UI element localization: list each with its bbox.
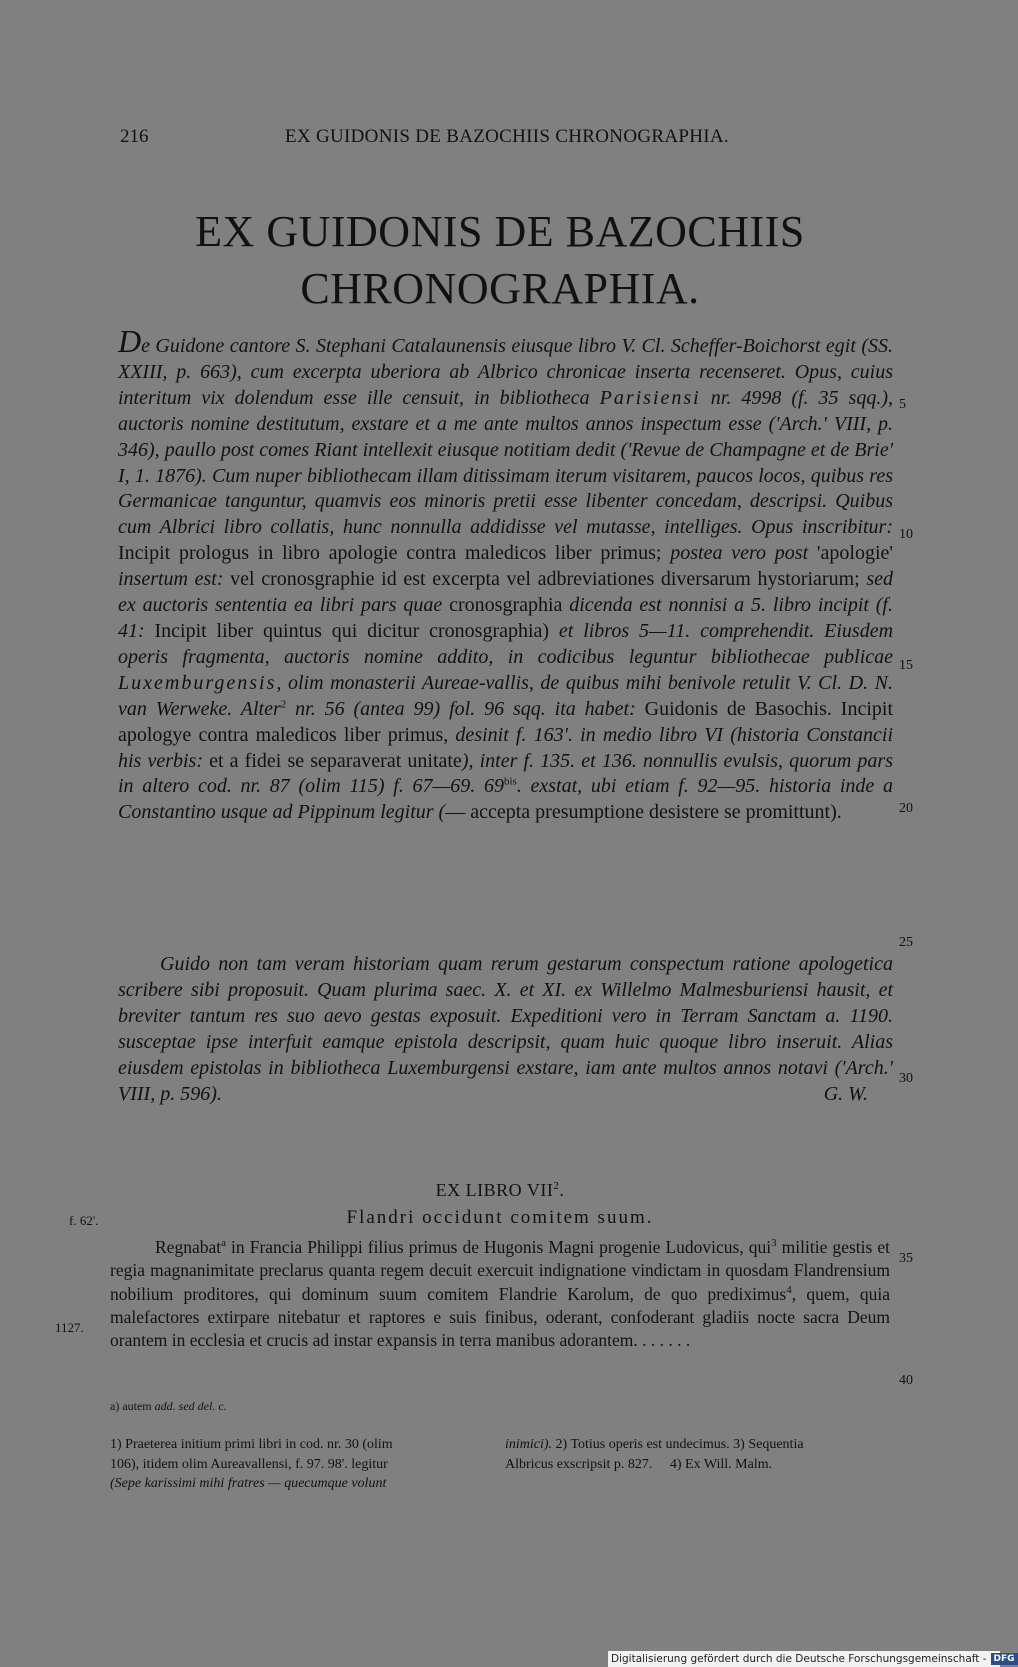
main-title-line-1: EX GUIDONIS DE BAZOCHIIS bbox=[195, 207, 805, 256]
year-marker: 1127. bbox=[55, 1320, 84, 1335]
edited-text bbox=[110, 1236, 890, 1352]
main-title bbox=[0, 203, 1000, 317]
introduction bbox=[118, 323, 894, 826]
footnotes-left-column: 1) Praeterea initium primi libri in cod. nr. 30 (olim 106), itidem olim Aureavallensi, f. 97. 98'. legitur (Sepe karissimi mihi fratres — quecumque volunt bbox=[110, 1437, 393, 1491]
line-number: 40 bbox=[899, 1373, 913, 1388]
intro-paragraph-2: Guido non tam veram historiam quam rerum gestarum conspectum ratione apologetica scribere sibi proposuit. Quam plurima saec. X. et XI. ex Willelmo Malmesburiensi hausit, et breviter tantum res suo aevo gestas exposuit. Expeditioni vero in Terram Sanctam a. 1190. susceptae ipse interfuit eamque epistola descripsit, quam huic quoque libro inseruit. Alias eiusdem epistolas in bibliotheca Luxemburgensi exstare, iam ante multos annos notavi ('Arch.' VIII, p. 596). G. W. bbox=[118, 952, 893, 1107]
introduction-second-paragraph bbox=[118, 952, 893, 1107]
edited-text-paragraph: Regnabat$^a$ in Francia Philippi filius primus de Hugonis Magni progenie Ludovicus, qui$^3$ militie gestis et regia magnanimitate preclarus quanta regem decuit exercuit indignatione vindictam in quosdam Flandrensium nobilium proditores, qui dominum suum comitem Flandrie Karolum, de quo prediximus$^4$, quem, quia malefactores extirpare nitebatur et raptores e suis finibus, oderant, confoderant gladiis nocte sacra Deum orantem in ecclesia et crucis ad instar expansis in terra manibus adorantem. . . . . . . bbox=[110, 1237, 890, 1351]
folio-marker: f. 62'. bbox=[69, 1213, 99, 1228]
drop-cap: D bbox=[118, 323, 142, 359]
footer-text: Digitalisierung gefördert durch die Deutsche Forschungsgemeinschaft - bbox=[611, 1653, 987, 1665]
line-number: 10 bbox=[899, 527, 913, 542]
footnotes-right-column: inimici). 2) Totius operis est undecimus. 3) Sequentia Albricus exscripsit p. 827. 4) Ex Will. Malm. bbox=[505, 1437, 804, 1472]
intro-paragraph-1: De Guidone cantore S. Stephani Catalaunensis eiusque libro V. Cl. Scheffer-Boichorst egit (SS. XXIII, p. 663), cum excerpta uberiora ab Albrico chronicae inserta recenseret. Opus, cuius interitum vix dolendum esse ille censuit, in bibliotheca Parisiensi nr. 4998 (f. 35 sqq.), auctoris nomine destitutum, exstare et a me ante multos annos inspectum esse ('Arch.' VIII, p. 346), paullo post comes Riant intellexit eiusque notitiam dedit ('Revue de Champagne et de Brie' I, 1. 1876). Cum nuper bibliothecam illam ditissimam iterum visitarem, paucos locos, quibus res Germanicae tanguntur, quamvis eos minoris pretii esse libenter concedam, descripsi. Quibus cum Albrici libro collatis, hunc nonnulla addidisse vel mutasse, intelliges. Opus inscribitur: Incipit prologus in libro apologie contra maledicos liber primus; postea vero post 'apologie' insertum est: vel cronosgraphie id est excerpta vel adbreviationes diversarum hystoriarum; sed ex auctoris sententia ea libri pars quae cronosgraphia dicenda est nonnisi a 5. libro incipit (f. 41: Incipit liber quintus qui dicitur cronosgraphia) et libros 5—11. comprehendit. Eiusdem operis fragmenta, auctoris nomine addito, in codicibus leguntur bibliothecae publicae Luxemburgensis, olim monasterii Aureae-vallis, de quibus mihi benivole retulit V. Cl. D. N. van Werweke. Alter$^2$ nr. 56 (antea 99) fol. 96 sqq. ita habet: Guidonis de Basochis. Incipit apologye contra maledicos liber primus, desinit f. 163'. in medio libro VI (historia Constancii his verbis: et a fidei se separaverat unitate), inter f. 135. et 136. nonnullis evulsis, quorum pars in altero cod. nr. 87 (olim 115) f. 67—69. $69^{bis}$. exstat, ubi etiam f. 92—95. historia inde a Constantino usque ad Pippinum legitur (— accepta presumptione desistere se promittunt). bbox=[118, 323, 894, 824]
line-number: 5 bbox=[899, 397, 906, 412]
line-number: 30 bbox=[899, 1071, 913, 1086]
chapter-rubric: Flandri occidunt comitem suum. bbox=[346, 1207, 654, 1228]
line-number: 25 bbox=[899, 935, 913, 950]
section-title: EX LIBRO VII$^2$. bbox=[435, 1180, 565, 1200]
running-title: EX GUIDONIS DE BAZOCHIIS CHRONOGRAPHIA. bbox=[285, 126, 729, 147]
line-number: 15 bbox=[899, 658, 913, 673]
line-number: 35 bbox=[899, 1251, 913, 1266]
main-title-line-2: CHRONOGRAPHIA. bbox=[300, 264, 700, 313]
running-head bbox=[0, 126, 1000, 150]
signature: G. W. bbox=[823, 1082, 868, 1105]
page-number: 216 bbox=[120, 126, 149, 147]
digitization-footer bbox=[608, 1651, 1015, 1667]
line-number: 20 bbox=[899, 801, 913, 816]
critical-apparatus: a) autem add. sed del. c. bbox=[110, 1399, 227, 1413]
dfg-logo-icon: DFG bbox=[991, 1653, 1018, 1665]
